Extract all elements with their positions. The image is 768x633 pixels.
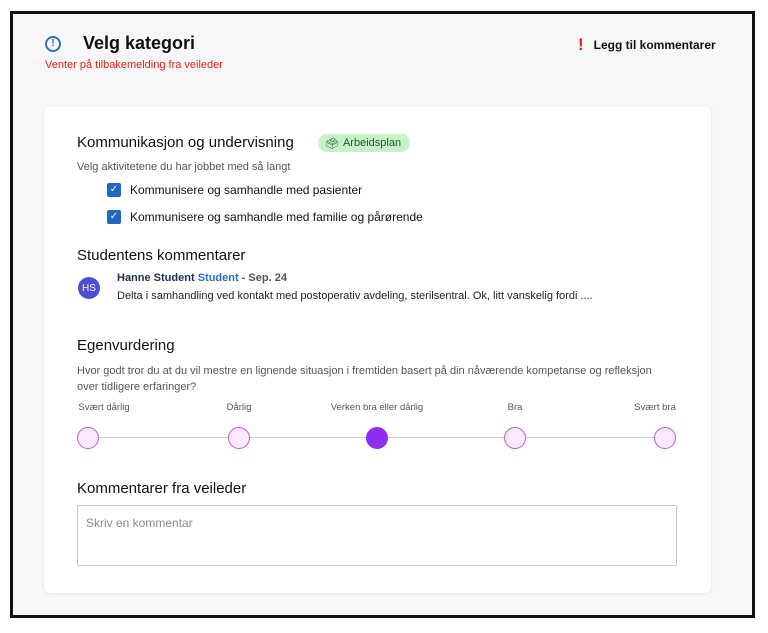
comment-role: Student bbox=[197, 272, 239, 284]
category-title: Kommunikasjon og undervisning bbox=[77, 134, 294, 151]
self-assessment-title: Egenvurdering bbox=[77, 337, 175, 354]
avatar: HS bbox=[78, 277, 100, 299]
exclamation-icon: ! bbox=[578, 35, 584, 54]
page-title: Velg kategori bbox=[83, 33, 196, 53]
self-assessment-question: Hvor godt tror du at du vil mestre en lignende situasjon i fremtiden basert på din nåværende kompetanse og refleksjon over tidligere erfaringer? bbox=[77, 365, 652, 393]
activity-checkbox-row[interactable] bbox=[107, 210, 423, 224]
supervisor-comment-input[interactable] bbox=[77, 505, 677, 566]
rating-option-selected[interactable] bbox=[366, 427, 388, 449]
add-comment-label: Legg til kommentarer bbox=[593, 37, 716, 52]
scale-label: Svært dårlig bbox=[78, 402, 130, 413]
rating-option[interactable] bbox=[504, 427, 526, 449]
scale-label: Verken bra eller dårlig bbox=[330, 402, 424, 413]
comment-author: Hanne Student bbox=[117, 272, 195, 284]
status-text: Venter på tilbakemelding fra veileder bbox=[45, 59, 223, 71]
rating-option[interactable] bbox=[654, 427, 676, 449]
info-circle-icon: ! bbox=[45, 36, 61, 52]
add-comment-button[interactable] bbox=[578, 36, 716, 53]
comment-meta bbox=[117, 272, 287, 284]
activity-label: Kommunisere og samhandle med familie og pårørende bbox=[130, 210, 423, 224]
scale-label: Svært bra bbox=[634, 402, 676, 413]
scale-label: Bra bbox=[507, 402, 523, 413]
comment-separator: - bbox=[238, 272, 249, 284]
rating-option[interactable] bbox=[77, 427, 99, 449]
supervisor-comments-title: Kommentarer fra veileder bbox=[77, 480, 247, 497]
rating-option[interactable] bbox=[228, 427, 250, 449]
workplan-badge-label: Arbeidsplan bbox=[342, 137, 402, 149]
student-comments-title: Studentens kommentarer bbox=[77, 247, 246, 264]
checkbox-checked[interactable]: ✓ bbox=[107, 183, 121, 197]
scale-label: Dårlig bbox=[226, 402, 252, 413]
workplan-icon: 🗳 bbox=[325, 137, 339, 150]
comment-text: Delta i samhandling ved kontakt med postoperativ avdeling, sterilsentral. Ok, litt vanskelig fordi .... bbox=[117, 290, 593, 302]
comment-date: Sep. 24 bbox=[248, 272, 287, 284]
workplan-badge bbox=[318, 134, 410, 152]
category-subtitle: Velg aktivitetene du har jobbet med så langt bbox=[77, 161, 291, 173]
activity-label: Kommunisere og samhandle med pasienter bbox=[130, 183, 363, 197]
activity-checkbox-row[interactable] bbox=[107, 183, 362, 197]
checkbox-checked[interactable]: ✓ bbox=[107, 210, 121, 224]
